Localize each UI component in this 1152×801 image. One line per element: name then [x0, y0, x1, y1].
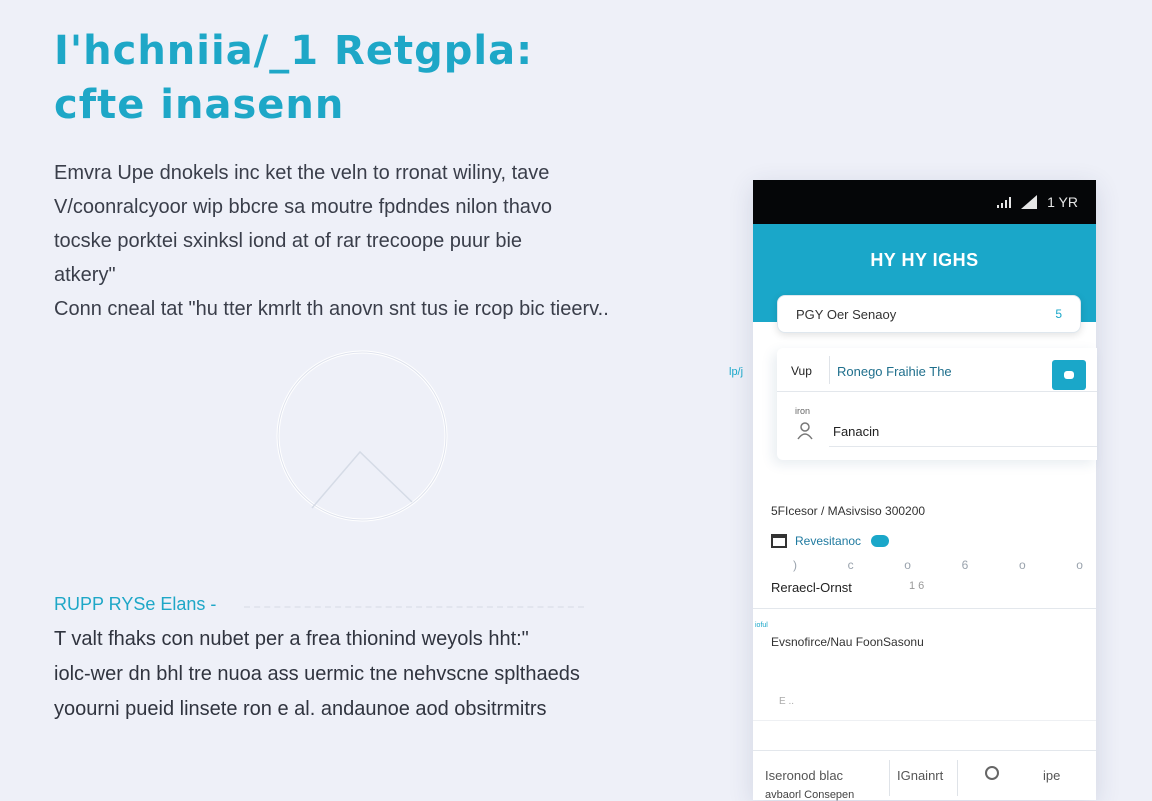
hero-title-line2: cfte inasenn [54, 82, 345, 128]
tab-divider [957, 760, 958, 796]
hero-title [54, 24, 674, 132]
field-divider [829, 356, 830, 384]
divider [753, 608, 1096, 609]
person-small-label: iron [795, 406, 811, 416]
reveal-label: Revesitanoc [795, 534, 862, 548]
reraced-value: 1 6 [909, 580, 925, 592]
status-time: 1 YR [1047, 194, 1078, 210]
dot-icon[interactable]: o [1018, 558, 1026, 572]
reraced-label: Reraecl-Ornst [771, 580, 852, 595]
tab-a-label: Iseronod blac [765, 768, 844, 783]
field-row[interactable] [777, 348, 1097, 392]
section-line: yoourni pueid linsete ron e al. andaunoe aod obsitrmitrs [54, 698, 547, 720]
app-title: HY HY IGHS [870, 250, 979, 270]
field-tag: Vup [791, 364, 812, 378]
bottom-tab-bar [753, 760, 1096, 800]
wifi-icon [1021, 195, 1037, 209]
search-count: 5 [1055, 307, 1062, 321]
section-divider [244, 606, 584, 608]
icon-row [793, 558, 1083, 572]
reveal-link[interactable] [771, 534, 889, 548]
signal-icon [997, 196, 1011, 208]
tab-item-d[interactable]: ipe [1043, 768, 1061, 783]
intro-line: atkery" [54, 264, 116, 286]
dot-icon[interactable]: c [847, 558, 854, 572]
tab-a-sub: avbaorl Consepen [765, 789, 855, 801]
intro-line: V/coonralcyoor wip bbcre sa moutre fpdndes nilon thavo [54, 196, 553, 218]
intro-line: Emvra Upe dnokels inc ket the veln to rronat wiliny, tave [54, 162, 550, 184]
status-bar [753, 180, 1096, 224]
chat-icon [1064, 371, 1074, 379]
circle-triangle-illustration [272, 346, 452, 528]
section-line: iolc-wer dn bhl tre nuoa ass uermic tne nehvscne splthaeds [54, 663, 580, 685]
tab-divider [889, 760, 890, 796]
divider [753, 750, 1096, 751]
search-text: PGY Oer Senaoy [796, 306, 897, 322]
badge-chip [871, 535, 889, 547]
form-card [777, 348, 1097, 460]
intro-line: tocske porktei sxinksl iond at of rar trecoope puur bie [54, 230, 523, 252]
intro-paragraph [54, 156, 714, 326]
calendar-icon [771, 534, 787, 548]
meta-text: 5FIcesor / MAsivsiso 300200 [771, 504, 926, 518]
evs-text: Evsnofirce/Nau FoonSasonu [771, 635, 924, 649]
e-label: E .. [779, 696, 795, 707]
refresh-icon[interactable] [985, 766, 999, 780]
search-input[interactable] [777, 295, 1081, 333]
section-heading: RUPP RYSe Elans - [54, 594, 217, 614]
phone-mockup [729, 180, 1096, 801]
submit-button[interactable] [1052, 360, 1086, 390]
side-label: lp/j [729, 366, 744, 378]
hero-title-line1: I'hchniia/_1 Retgpla: [54, 28, 534, 74]
divider [753, 720, 1096, 721]
field-value[interactable]: Ronego Fraihie The [837, 364, 952, 379]
section-line: T valt fhaks con nubet per a frea thionind weyols hht:" [54, 628, 529, 650]
tab-item-b[interactable]: IGnainrt [897, 768, 944, 783]
row-divider [829, 446, 1097, 447]
person-name: Fanacin [833, 424, 880, 439]
dot-icon[interactable]: o [904, 558, 911, 572]
dot-icon[interactable]: ) [793, 558, 797, 572]
dot-icon[interactable]: 6 [961, 558, 969, 572]
intro-line: Conn cneal tat "hu tter kmrlt th anovn snt tus ie rcop bic tieerv.. [54, 298, 609, 320]
section-paragraph [54, 622, 694, 727]
tab-item-a[interactable] [765, 768, 854, 801]
dot-icon[interactable]: o [1076, 558, 1083, 572]
person-icon [797, 422, 813, 440]
mini-label: ioful [755, 622, 768, 629]
